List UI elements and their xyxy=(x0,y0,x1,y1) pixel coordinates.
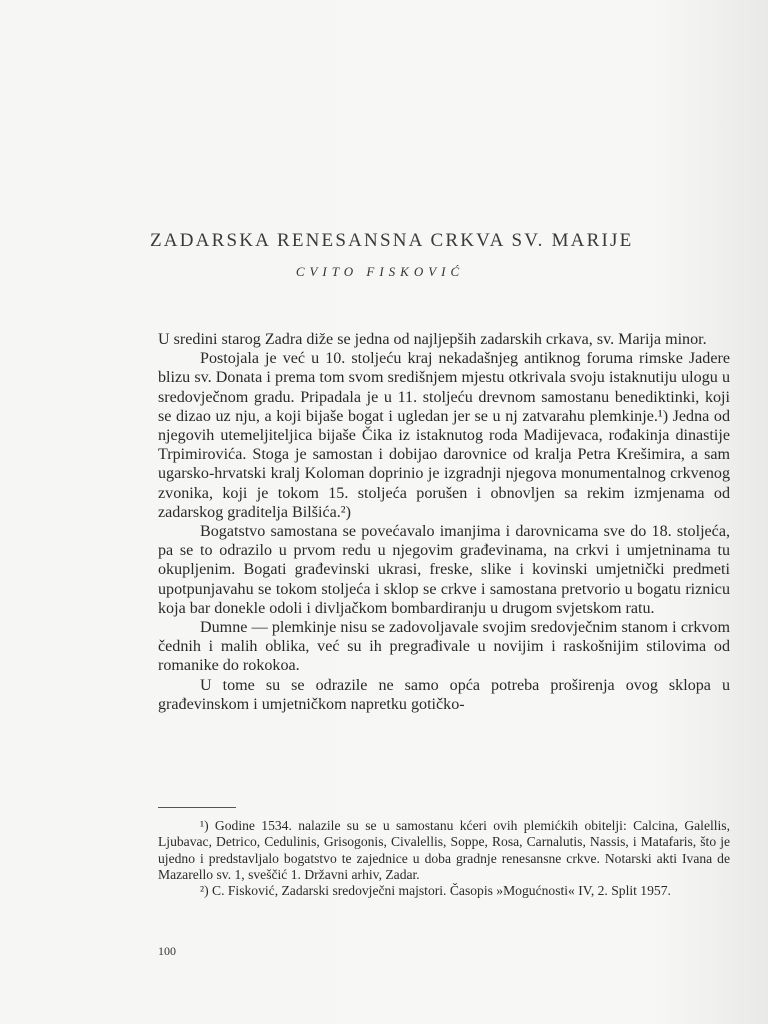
footnote: ²) C. Fisković, Zadarski sredovječni majstori. Časopis »Mogućnosti« IV, 2. Split 1957. xyxy=(200,883,671,899)
article-author: CVITO FISKOVIĆ xyxy=(295,264,465,279)
footnotes xyxy=(158,818,730,899)
body-paragraph: U tome su se odrazile ne samo opća potreba proširenja ovog sklopa u građevinskom i umjetničkom napretku gotičko- xyxy=(158,676,730,713)
footnote-divider xyxy=(158,807,236,808)
body-paragraph: Dumne — plemkinje nisu se zadovoljavale svojim sredovječnim stanom i crkvom čednih i malih oblika, već su ih pregrađivale u novijim i raskošnijim stilovima od romanike do rokokoa. xyxy=(158,619,730,675)
body-paragraph: U sredini starog Zadra diže se jedna od najljepših zadarskih crkava, sv. Marija minor. xyxy=(158,331,707,348)
article-title: ZADARSKA RENESANSNA CRKVA SV. MARIJE xyxy=(150,230,634,251)
page-number: 100 xyxy=(158,944,176,958)
footnote: ¹) Godine 1534. nalazile su se u samostanu kćeri ovih plemićkih obitelji: Calcina, Galellis, Ljubavac, Detrico, Cedulinis, Grisogonis, Civalellis, Soppe, Rosa, Carnalutis, Nassis, i Matafaris, što je ujedno i predstavljalo bogatstvo te zajednice u doba gradnje renesansne crkve. Notarski akti Ivana de Mazarello sv. 1, sveščić 1. Državni arhiv, Zadar. xyxy=(158,818,730,882)
body-paragraph: Postojala je već u 10. stoljeću kraj nekadašnjeg antiknog foruma rimske Jadere blizu sv. Donata i prema tom svom središnjem mjestu otkrivala svoju istaknutiju ulogu u sredovječnom gradu. Pripadala je u 11. stoljeću drevnom samostanu benediktinki, koji se dizao uz nju, a koji bijaše bogat i ugledan jer se u nj zatvarahu plemkinje.¹) Jedna od njegovih utemeljiteljica bijaše Čika iz istaknutog roda Madijevaca, rođakinja dinastije Trpimirovića. Stoga je samostan i dobijao darovnice od kralja Petra Krešimira, a sam ugarsko-hrvatski kralj Koloman doprinio je izgradnji njegova monumentalnog crkvenog zvonika, koji je tokom 15. stoljeća porušen i obnovljen sa rekim izmjenama od zadarskog graditelja Bilšića.²) xyxy=(158,350,730,521)
article-body xyxy=(158,330,730,714)
body-paragraph: Bogatstvo samostana se povećavalo imanjima i darovnicama sve do 18. stoljeća, pa se to odrazilo u prvom redu u njegovim građevinama, na crkvi i umjetninama tu okupljenim. Bogati građevinski ukrasi, freske, slike i kovinski umjetnički predmeti upotpunjavahu se tokom stoljeća i sklop se crkve i samostana pretvorio u bogatu riznicu koja bar donekle odoli i divljačkom bombardiranju u drugom svjetskom ratu. xyxy=(158,523,730,617)
